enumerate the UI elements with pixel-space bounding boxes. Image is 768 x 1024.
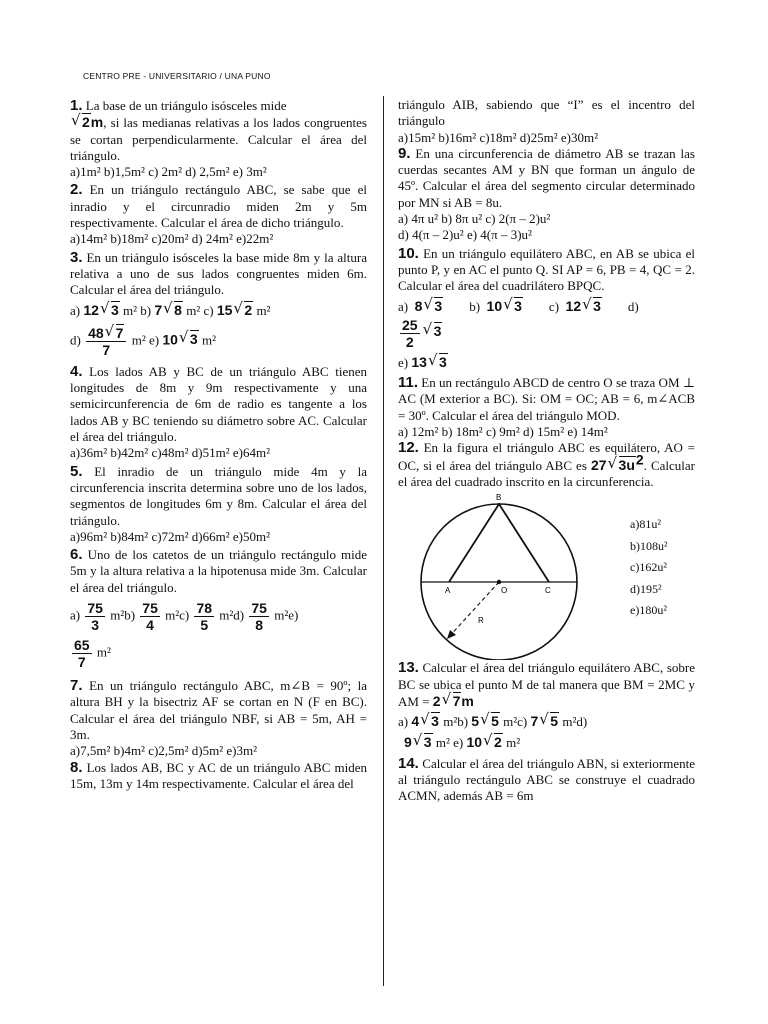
problem-text: Los lados AB, BC y AC de un triángulo ABC miden 15m, 13m y 14m respectivamente. Calcular el área del xyxy=(70,759,367,791)
problem-4 xyxy=(70,364,367,462)
answer-option-d-value: $\frac{25}{2}$ √ 3 xyxy=(402,316,442,350)
circle-triangle-figure xyxy=(412,490,642,660)
answer-options: a)1m² b)1,5m² c) 2m² d) 2,5m² e) 3m² xyxy=(70,164,267,180)
problem-6 xyxy=(70,547,367,670)
answer-options-abc: a) 12 √ 3 m² b) 7 √ 8 m² c) 15 √ 2 m² xyxy=(70,298,271,318)
answer-options-de: d) 48 √ 7 7 m² e) 10 √ 3 m² xyxy=(70,321,216,358)
problem-number: 8. xyxy=(70,758,83,776)
problem-text: En un rectángulo ABCD de centro O se traza OM ⊥ AC (M exterior a BC). Si: OM = OC; AB = 6, m∠ACB = 30º. Calcular el área del triángulo MOD. xyxy=(398,375,695,423)
problem-8 xyxy=(70,760,367,793)
answer-options: a) 12m² b) 18m² c) 9m² d) 15m² e) 14m² xyxy=(398,424,608,440)
problem-number: 11. xyxy=(398,374,419,392)
answer-options-abcd: a) 4 √ 3 m²b) 5 √ 5 m²c) 7 √ 5 m²d) xyxy=(398,710,588,730)
figure-area xyxy=(398,490,695,660)
problem-text-cont: . Calcular el área del cuadrado inscrito en la circunferencia. xyxy=(398,457,695,489)
problem-number: 9. xyxy=(398,144,411,162)
problem-text: En un triángulo rectángulo ABC, m∠B = 90º; la altura BH y la bisectriz AF se cortan en N (F en BC). Calcular el área del triángulo NBF, si AB = 5m, AH = 3m. xyxy=(70,678,367,742)
fraction: 48 √ 7 7 xyxy=(86,325,126,358)
answer-options-de: d) 4(π – 2)u² e) 4(π – 3)u² xyxy=(398,227,532,243)
problem-number: 14. xyxy=(398,754,419,772)
label-c: C xyxy=(545,586,551,596)
label-a: A xyxy=(445,586,451,596)
column-divider xyxy=(383,96,384,986)
problem-text: Los lados AB y BC de un triángulo ABC tienen longitudes de 8m y 9m respectivamente y una semicircunferencia de 6m de radio es tangente a los lados AB y BC teniendo su diámetro sobre AC. Calcular el área del triángulo. xyxy=(70,363,367,445)
problem-text: Calcular el área del triángulo ABN, si exteriormente al triángulo rectángulo ABC se construye el cuadrado ACMN, además AB = 6m xyxy=(398,755,695,804)
problem-number: 10. xyxy=(398,244,419,262)
answer-options: a)14m² b)18m² c)20m² d) 24m² e)22m² xyxy=(70,231,274,247)
answer-options: a)7,5m² b)4m² c)2,5m² d)5m² e)3m² xyxy=(70,743,258,759)
answer-options-fractions: a) $\frac{75}{3}$ m²b) $\frac{75}{4}$ m²c) $\frac{78}{5}$ m²d) $\frac{75}{8}$ m²e) xyxy=(70,600,299,634)
problem-9 xyxy=(398,146,695,244)
sqrt-expression: √ 2 xyxy=(71,111,90,131)
page-header: CENTRO PRE - UNIVERSITARIO / UNA PUNO xyxy=(83,71,271,81)
answer-options: a)15m² b)16m² c)18m² d)25m² e)30m² xyxy=(398,129,599,145)
right-column xyxy=(398,97,695,805)
problem-number: 2. xyxy=(70,181,83,199)
problem-text: En la figura el triángulo ABC es equilátero, AO = OC, si el área del triángulo ABC es xyxy=(398,440,695,473)
answer-options-abc: a) 4π u² b) 8π u² c) 2(π – 2)u² xyxy=(398,211,551,227)
problem-text: Uno de los catetos de un triángulo rectángulo mide 5m y la altura relativa a la hipotenusa mide 3m. Calcular el área del triángulo. xyxy=(70,547,367,595)
problem-text: triángulo AIB, sabiendo que “I” es el incentro del triángulo xyxy=(398,97,695,129)
label-b: B xyxy=(496,493,502,503)
problem-number: 4. xyxy=(70,362,83,380)
fraction: $\frac{75}{8}$ xyxy=(251,600,267,634)
problem-12: 12. En la figura el triángulo ABC es equilátero, AO = OC, si el área del triángulo ABC es 27 √ $3u^2$. Calcular el área del cuadrado inscrito en la circunferencia. B A O C R a)81u² b)108u² c)162u² d)195² e)180u² xyxy=(398,440,695,660)
problem-text: En un triángulo rectángulo ABC, se sabe que el inradio y el circunradio miden 2m y 5m respectivamente. Calcular el área de dicho triángulo. xyxy=(70,182,367,231)
figure-answer-options: a)81u² b)108u² c)162u² d)195² e)180u² xyxy=(630,517,668,618)
problem-1 xyxy=(70,98,367,180)
problem-text: La base de un triángulo isósceles mide xyxy=(82,98,287,113)
problem-text: El inradio de un triángulo mide 4m y la circunferencia inscrita determina sobre uno de los lados, segmentos de longitudes 6m y 8m. Calcular el área del triángulo. xyxy=(70,463,367,528)
problem-number: 7. xyxy=(70,677,83,695)
triangle-abc xyxy=(449,504,549,582)
label-o: O xyxy=(501,586,508,596)
fraction: $\frac{65}{7}$ xyxy=(74,637,90,671)
fraction: $\frac{75}{4}$ xyxy=(142,600,158,634)
problem-number: 5. xyxy=(70,462,83,480)
fraction: $\frac{25}{2}$ xyxy=(402,316,418,350)
answer-options: a)36m² b)42m² c)48m² d)51m² e)64m² xyxy=(70,445,271,461)
problem-13: 13. Calcular el área del triángulo equilátero ABC, sobre BC se ubica el punto M de tal manera que BM = 2MC y AM = 2 √ 7m a) 4 √ 3 m²b) 5 √ 5 m²c) 7 √ 5 m²d) 9 √ 3 m² e) 10 √ 2 m² xyxy=(398,659,695,751)
problem-14 xyxy=(398,756,695,805)
fraction: $\frac{75}{3}$ xyxy=(87,600,103,634)
problem-number: 6. xyxy=(70,546,83,564)
center-point xyxy=(497,580,501,584)
problem-number: 3. xyxy=(70,248,83,266)
problem-7 xyxy=(70,678,367,759)
problem-text-cont: , si las medianas relativas a los lados congruentes se cortan perpendicularmente. Calcular el área del triángulo. xyxy=(70,115,367,163)
problem-2 xyxy=(70,182,367,247)
problem-number: 12. xyxy=(398,439,419,457)
answer-options-de: 9 √ 3 m² e) 10 √ 2 m² xyxy=(404,731,521,751)
problem-number: 1. xyxy=(70,97,83,114)
problem-5 xyxy=(70,464,367,545)
answer-option-e: $\frac{65}{7}$ m² xyxy=(74,637,111,671)
fraction: $\frac{78}{5}$ xyxy=(196,600,213,634)
problem-10 xyxy=(398,246,695,371)
problem-text: En un triángulo isósceles la base mide 8m y la altura relativa a uno de sus lados congruentes miden 6m. Calcular el área del triángulo. xyxy=(70,249,367,298)
answer-options: a)96m² b)84m² c)72m² d)66m² e)50m² xyxy=(70,528,271,544)
answer-option-e: e) 13 √ 3 xyxy=(398,350,447,370)
left-column xyxy=(70,98,367,792)
problem-8-continued xyxy=(398,97,695,146)
problem-11 xyxy=(398,375,695,440)
radius-line xyxy=(447,582,499,639)
answer-options-abcd: a) 8 √ 3 b) 10 √ 3 c) 12 √ 3 d) xyxy=(398,294,639,314)
problem-text: En una circunferencia de diámetro AB se trazan las cuerdas secantes AM y BN que forman un ángulo de 45º. Calcular el área del segmento circular determinado por MN si AB = 8u. xyxy=(398,145,695,210)
problem-3 xyxy=(70,250,367,358)
problem-text: En un triángulo equilátero ABC, en AB se ubica el punto P, y en AC el punto Q. SI AP = 6, PB = 4, QC = 2. Calcular el área del cuadrilátero BPQC. xyxy=(398,245,695,294)
problem-number: 13. xyxy=(398,659,419,677)
label-r: R xyxy=(478,616,484,626)
problem-text: Calcular el área del triángulo equilátero ABC, sobre BC se ubica el punto M de tal manera que BM = 2MC y AM = xyxy=(398,660,695,709)
unit-label: m xyxy=(90,114,104,131)
